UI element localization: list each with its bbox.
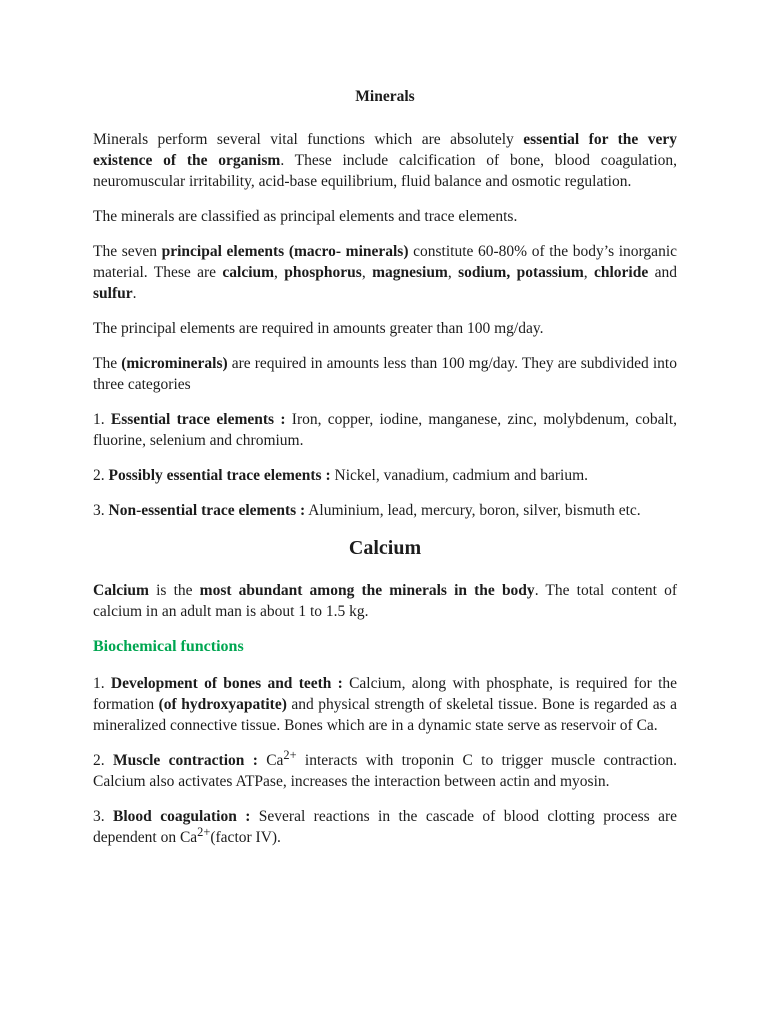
- list-item-non-essential-trace: 3. Non-essential trace elements : Aluminium, lead, mercury, boron, silver, bismuth etc.: [93, 502, 641, 519]
- subheading-biochemical-functions: Biochemical functions: [93, 638, 244, 655]
- paragraph-classification: The minerals are classified as principal elements and trace elements.: [93, 208, 518, 225]
- paragraph-calcium-intro: Calcium is the most abundant among the minerals in the body. The total content of calcium in an adult man is about 1 to 1.5 kg.: [93, 582, 678, 620]
- page-title: Minerals: [355, 88, 415, 105]
- section-heading-calcium: Calcium: [348, 537, 422, 559]
- paragraph-microminerals: The (microminerals) are required in amounts less than 100 mg/day. They are subdivided into three categories: [93, 355, 677, 393]
- paragraph-principal-elements: The seven principal elements (macro- minerals) constitute 60-80% of the body’s inorganic material. These are calcium, phosphorus, magnesium, sodium, potassium, chloride and sulfur.: [93, 243, 678, 302]
- paragraph-intro: Minerals perform several vital functions which are absolutely essential for the very existence of the organism. These include calcification of bone, blood coagulation, neuromuscular irritability, acid-base equilibrium, fluid balance and osmotic regulation.: [93, 131, 677, 190]
- list-item-blood-coagulation: 3. Blood coagulation : Several reactions in the cascade of blood clotting process are dependent on $Ca^{2+}(factor$ IV).: [93, 808, 677, 846]
- list-item-muscle-contraction: 2. Muscle contraction : $Ca^{2+}$ interacts with troponin C to trigger muscle contraction. Calcium also activates ATPase, increases the interaction between actin and myosin.: [93, 747, 677, 790]
- list-item-possibly-essential-trace: 2. Possibly essential trace elements : Nickel, vanadium, cadmium and barium.: [93, 467, 589, 484]
- list-item-essential-trace: 1. Essential trace elements : Iron, copper, iodine, manganese, zinc, molybdenum, cobalt, fluorine, selenium and chromium.: [93, 411, 678, 449]
- list-item-development-bones-teeth: 1. Development of bones and teeth : Calcium, along with phosphate, is required for the formation (of hydroxyapatite) and physical strength of skeletal tissue. Bone is regarded as a mineralized connective tissue. Bones which are in a dynamic state serve as reservoir of Ca.: [93, 675, 678, 734]
- document-content: [93, 86, 677, 848]
- paragraph-principal-amount: The principal elements are required in amounts greater than 100 mg/day.: [93, 320, 544, 337]
